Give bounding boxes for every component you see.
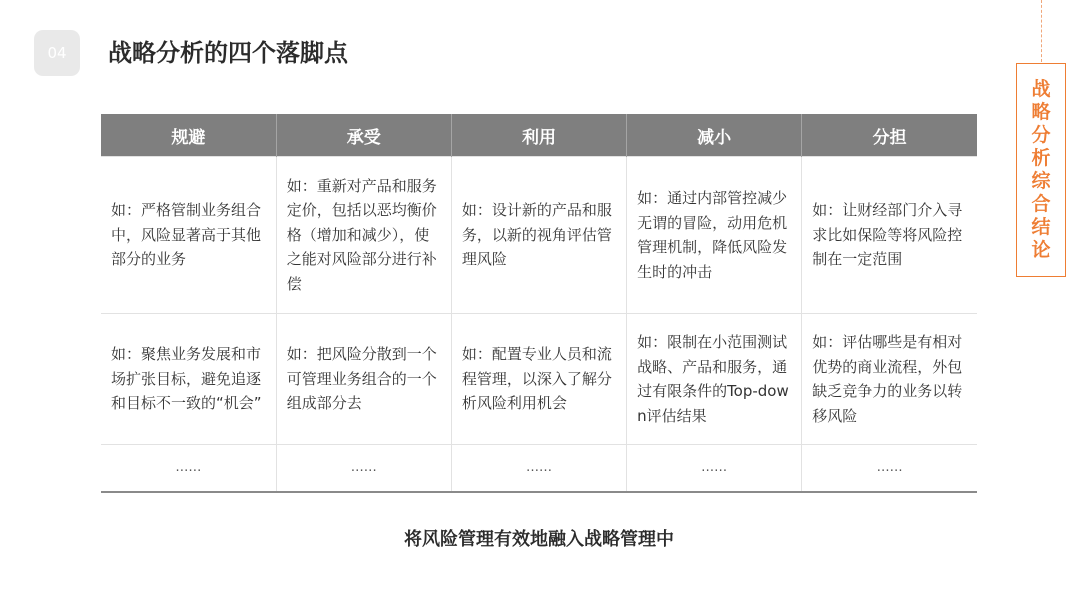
side-label-box bbox=[1016, 63, 1066, 277]
table-row bbox=[101, 314, 977, 445]
side-label: 战略分析综合结论 bbox=[1031, 78, 1051, 261]
slide-number-badge: 04 bbox=[34, 30, 80, 76]
table-cell: 如：通过内部管控减少无谓的冒险，动用危机管理机制，降低风险发生时的冲击 bbox=[627, 157, 802, 314]
table-cell: 如：配置专业人员和流程管理，以深入了解分析风险利用机会 bbox=[451, 314, 626, 445]
header-cell: 分担 bbox=[802, 114, 977, 157]
header-cell: 规避 bbox=[101, 114, 276, 157]
table-cell: 如：设计新的产品和服务，以新的视角评估管理风险 bbox=[451, 157, 626, 314]
table-cell: 如：让财经部门介入寻求比如保险等将风险控制在一定范围 bbox=[802, 157, 977, 314]
ellipsis-cell: …… bbox=[627, 445, 802, 493]
conclusion-text: 将风险管理有效地融入战略管理中 bbox=[404, 529, 674, 550]
table-cell: 如：严格管制业务组合中，风险显著高于其他部分的业务 bbox=[101, 157, 276, 314]
table-cell: 如：聚焦业务发展和市场扩张目标，避免追逐和目标不一致的“机会” bbox=[101, 314, 276, 445]
table-cell: 如：评估哪些是有相对优势的商业流程，外包缺乏竞争力的业务以转移风险 bbox=[802, 314, 977, 445]
strategy-table bbox=[101, 114, 977, 493]
table-cell: 如：重新对产品和服务定价，包括以恶均衡价格（增加和减少），使之能对风险部分进行补偿 bbox=[276, 157, 451, 314]
ellipsis-cell: …… bbox=[101, 445, 276, 493]
table-cell: 如：把风险分散到一个可管理业务组合的一个组成部分去 bbox=[276, 314, 451, 445]
page-title: 战略分析的四个落脚点 bbox=[108, 39, 348, 67]
table-header-row bbox=[101, 114, 977, 157]
ellipsis-cell: …… bbox=[276, 445, 451, 493]
ellipsis-cell: …… bbox=[451, 445, 626, 493]
table-cell: 如：限制在小范围测试战略、产品和服务，通过有限条件的Top-down评估结果 bbox=[627, 314, 802, 445]
header-cell: 利用 bbox=[451, 114, 626, 157]
header-cell: 承受 bbox=[276, 114, 451, 157]
side-dashed-line bbox=[1041, 0, 1042, 62]
table-row bbox=[101, 445, 977, 493]
table-row bbox=[101, 157, 977, 314]
ellipsis-cell: …… bbox=[802, 445, 977, 493]
header-cell: 减小 bbox=[627, 114, 802, 157]
